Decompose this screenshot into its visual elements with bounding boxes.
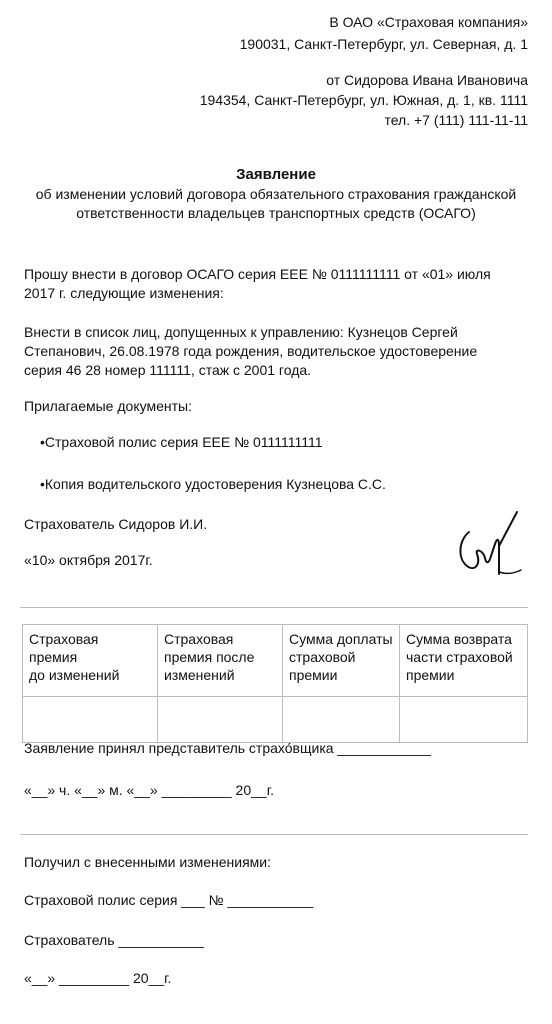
attached-doc-2: •Копия водительского удостоверения Кузнецова С.С. [40,476,386,492]
header-text: страховой [289,649,356,665]
policy-line: Страховой полис серия ___ № ___________ [24,892,314,908]
premium-table-cell [23,697,158,743]
final-date-line: «__» _________ 20__г. [24,970,172,986]
header-text: изменений [164,667,235,683]
document-subtitle-1: об изменении условий договора обязательного страхования гражданской [35,186,517,202]
premium-table-value-row [23,697,528,743]
premium-table-cell [283,697,400,743]
handwritten-signature [455,508,527,584]
premium-table-header-cell [158,625,283,697]
sender-line-3: тел. +7 (111) 111-11-11 [384,112,528,128]
request-line-1: Прошу внести в договор ОСАГО серия ЕЕЕ № 0111111111 от «01» июля [24,266,491,282]
header-text: Страховая [29,631,99,647]
change-line-3: серия 46 28 номер 111111, стаж с 2001 года. [24,362,312,378]
accepted-date-line: «__» ч. «__» м. «__» _________ 20__г. [24,782,274,798]
document-subtitle-2: ответственности владельцев транспортных средств (ОСАГО) [76,205,476,221]
sender-line-1: от Сидорова Ивана Ивановича [326,72,528,88]
change-line-2: Степанович, 26.08.1978 года рождения, водительское удостоверение [24,343,478,359]
separator-top [20,607,528,608]
separator-bottom [20,834,528,835]
addressee-line-2: 190031, Санкт-Петербург, ул. Северная, д. 1 [239,36,528,52]
header-text: Сумма доплаты [289,631,393,647]
premium-table-header-cell [400,625,528,697]
header-text: премии [406,667,455,683]
header-text: Страховая [164,631,234,647]
sender-line-2: 194354, Санкт-Петербург, ул. Южная, д. 1, кв. 1111 [199,92,528,108]
premium-table-cell [400,697,528,743]
addressee-line-1: В ОАО «Страховая компания» [329,14,528,30]
premium-table-header-row [23,625,528,697]
header-text: части страховой [406,649,513,665]
header-text: премии [289,667,338,683]
change-line-1: Внести в список лиц, допущенных к управлению: Кузнецов Сергей [24,324,458,340]
header-text: Сумма возврата [406,631,512,647]
application-date: «10» октября 2017г. [24,552,153,568]
request-line-2: 2017 г. следующие изменения: [24,285,224,301]
header-text: премия [29,649,78,665]
attached-docs-heading: Прилагаемые документы: [24,398,192,414]
header-text: до изменений [29,667,120,683]
accepted-by-line: Заявление принял представитель страхо́вщика ____________ [24,740,431,756]
insured-signature-line: Страхователь ___________ [24,932,205,948]
premium-table [22,624,528,743]
document-title: Заявление [236,166,316,183]
attached-doc-1: •Страховой полис серия ЕЕЕ № 0111111111 [40,434,323,450]
header-text: премия после [164,649,255,665]
premium-table-header-cell [23,625,158,697]
received-heading: Получил с внесенными изменениями: [24,854,272,870]
premium-table-header-cell [283,625,400,697]
insured-name: Страхователь Сидоров И.И. [24,516,208,532]
premium-table-cell [158,697,283,743]
